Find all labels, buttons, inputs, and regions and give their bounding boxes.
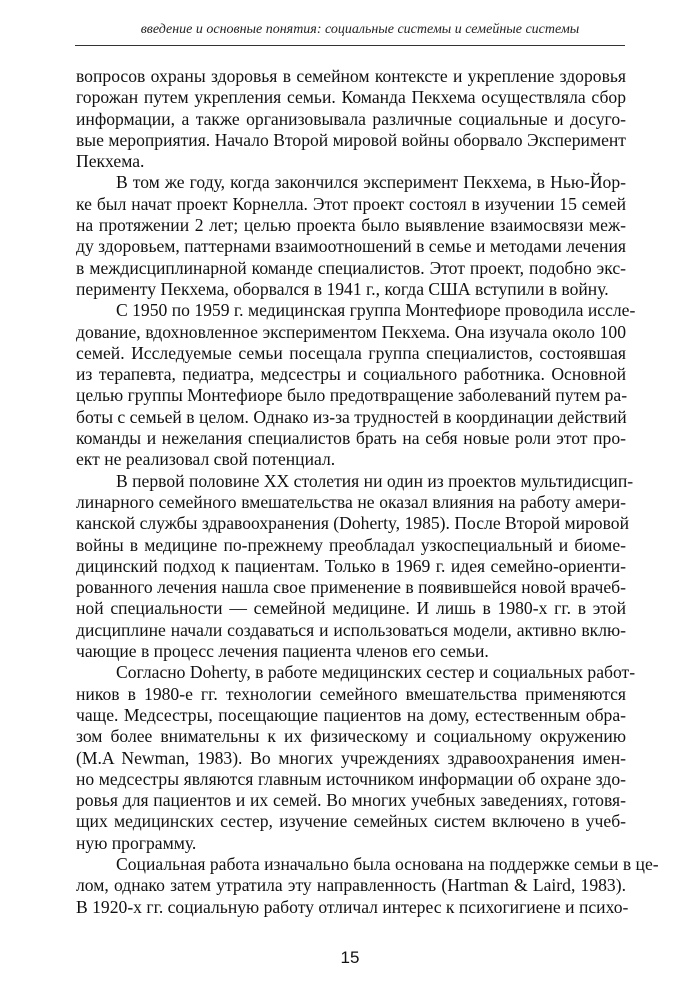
text-line: Социальная работа изначально была основана на поддержке семьи в це- bbox=[116, 853, 659, 874]
text-line: в междисциплинарной команде специалистов. Этот проект, подобно экс- bbox=[76, 257, 626, 278]
text-line: горожан путем укрепления семьи. Команда Пекхема осуществляла сбор bbox=[76, 87, 626, 108]
paragraph bbox=[76, 662, 636, 854]
text-line: (M.A Newman, 1983). Во многих учреждениях здравоохранения имен- bbox=[76, 747, 626, 768]
text-line: канской службы здравоохранения (Doherty, 1985). После Второй мировой bbox=[76, 513, 629, 534]
text-line: вые мероприятия. Начало Второй мировой войны оборвало Эксперимент bbox=[76, 129, 626, 150]
text-line: ект не реализовал свой потенциал. bbox=[76, 449, 336, 470]
header-rule bbox=[75, 45, 625, 46]
text-line: дование, вдохновленное экспериментом Пекхема. Она изучала около 100 bbox=[76, 321, 626, 342]
text-line: С 1950 по 1959 г. медицинская группа Монтефиоре проводила иссле- bbox=[116, 300, 636, 321]
paragraph bbox=[76, 300, 636, 470]
page-body bbox=[76, 66, 659, 918]
text-line: чаще. Медсестры, посещающие пациентов на дому, естественным обра- bbox=[76, 704, 626, 725]
text-line: команды и нежелания специалистов брать на себя новые роли этот про- bbox=[76, 428, 626, 449]
text-line: ду здоровьем, паттернами взаимоотношений в семье и методами лечения bbox=[76, 236, 626, 257]
text-line: щих медицинских сестер, изучение семейных систем включено в учеб- bbox=[76, 811, 626, 832]
text-line: целью группы Монтефиоре было предотвращение заболеваний путем ра- bbox=[76, 385, 628, 406]
text-line: ников в 1980-е гг. технологии семейного вмешательства применяются bbox=[76, 683, 626, 704]
text-line: из терапевта, педиатра, медсестры и социального работника. Основной bbox=[76, 364, 626, 385]
text-line: рованного лечения нашла свое применение в появившейся новой врачеб- bbox=[76, 577, 626, 598]
text-line: ной специальности — семейной медицине. И лишь в 1980-х гг. в этой bbox=[76, 598, 626, 619]
text-line: лом, однако затем утратила эту направленность (Hartman & Laird, 1983). bbox=[76, 875, 626, 896]
text-line: дицинский подход к пациентам. Только в 1969 г. идея семейно-ориенти- bbox=[76, 555, 626, 576]
text-line: дисциплине начали создаваться и использоваться модели, активно вклю- bbox=[76, 619, 626, 640]
paragraph bbox=[76, 172, 626, 300]
text-line: линарного семейного вмешательства не оказал влияния на работу амери- bbox=[76, 491, 626, 512]
text-line: информации, а также организовывала различные социальные и досуго- bbox=[76, 108, 626, 129]
text-line: ную программу. bbox=[76, 832, 197, 853]
text-line: боты с семьей в целом. Однако из-за трудностей в координации действий bbox=[76, 406, 627, 427]
page-number: 15 bbox=[340, 948, 360, 967]
text-line: вопросов охраны здоровья в семейном контексте и укрепление здоровья bbox=[76, 66, 626, 86]
text-line: ке был начат проект Корнелла. Этот проект состоял в изучении 15 семей bbox=[76, 193, 626, 214]
paragraph bbox=[76, 66, 626, 172]
paragraph bbox=[76, 470, 634, 663]
text-line: на протяжении 2 лет; целью проекта было выявление взаимосвязи меж- bbox=[76, 215, 626, 236]
text-line: зом более внимательны к их физическому и социальному окружению bbox=[76, 726, 626, 747]
text-line: Согласно Doherty, в работе медицинских сестер и социальных работ- bbox=[116, 662, 636, 683]
text-line: В 1920-х гг. социальную работу отличал интерес к психогигиене и психо- bbox=[76, 896, 629, 917]
text-line: В том же году, когда закончился эксперимент Пекхема, в Нью-Йор- bbox=[116, 172, 626, 193]
text-line: войны в медицине по-прежнему преобладал узкоспециальный и биоме- bbox=[76, 534, 626, 555]
text-line: перименту Пекхема, оборвался в 1941 г., когда США вступили в войну. bbox=[76, 278, 609, 299]
paragraph bbox=[76, 853, 659, 918]
text-line: Пекхема. bbox=[76, 151, 145, 172]
text-line: чающие в процесс лечения пациента членов его семьи. bbox=[76, 641, 489, 662]
text-line: семей. Исследуемые семьи посещала группа специалистов, состоявшая bbox=[76, 342, 626, 363]
text-line: но медсестры являются главным источником информации об охране здо- bbox=[76, 768, 626, 789]
running-header: введение и основные понятия: социальные системы и семейные системы bbox=[140, 22, 580, 37]
text-line: В первой половине XX столетия ни один из проектов мультидисцип- bbox=[116, 470, 634, 491]
text-line: ровья для пациентов и их семей. Во многих учебных заведениях, готовя- bbox=[76, 790, 626, 811]
